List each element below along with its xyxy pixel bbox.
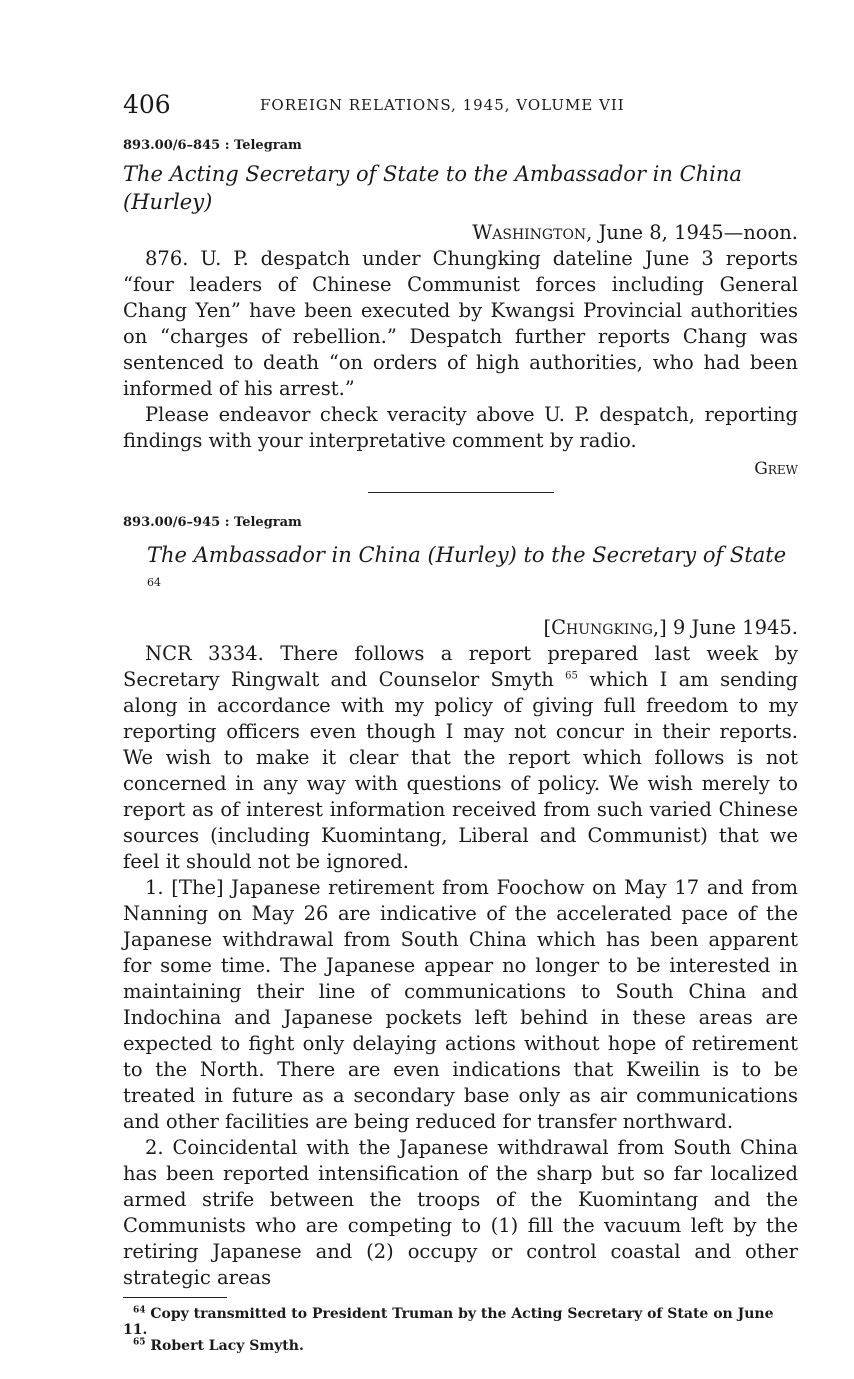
signature: Grew <box>754 459 798 479</box>
footnote-marker: 65 <box>133 1337 146 1348</box>
section-divider <box>368 492 554 493</box>
body-paragraph: 876. U. P. despatch under Chungking dateline June 3 reports “four leaders of Chinese Communist forces including General Chang Yen” have been executed by Kwangsi Provincial authorities on “charges of rebellion.” Despatch further reports Chang was sentenced to death “on orders of high authorities, who had been informed of his arrest.” <box>123 247 798 400</box>
document-title <box>123 541 798 601</box>
dateline <box>123 220 798 246</box>
body-paragraph: 1. [The] Japanese retirement from Foochow on May 17 and from Nanning on May 26 are indicative of the accelerated pace of the Japanese withdrawal from South China which has been apparent for some time. The Japanese appear no longer to be interested in maintaining their line of communications to South China and Indochina and Japanese pockets left behind in these areas are expected to fight only delaying actions without hope of retirement to the North. There are even indications that Kweilin is to be treated in future as a secondary base only as air communications and other facilities are being reduced for transfer northward. <box>123 876 798 1133</box>
body-paragraph: 2. Coincidental with the Japanese withdrawal from South China has been reported intensification of the sharp but so far localized armed strife between the troops of the Kuomintang and the Communists who are competing to (1) fill the vacuum left by the retiring Japanese and (2) occupy or control coastal and other strategic areas <box>123 1136 798 1289</box>
dateline-date: 9 June 1945. <box>666 616 798 639</box>
body-paragraph <box>123 641 798 875</box>
document-reference: 893.00/6–945 : Telegram <box>123 515 302 530</box>
running-title: FOREIGN RELATIONS, 1945, VOLUME VII <box>260 96 625 114</box>
footnote-marker: 65 <box>565 670 578 682</box>
footnote-text: Robert Lacy Smyth. <box>145 1338 304 1354</box>
footnote-text: Copy transmitted to President Truman by the Acting Secretary of State on June 11. <box>123 1306 774 1338</box>
body-paragraph: Please endeavor check veracity above U. P. despatch, reporting findings with your interpretative comment by radio. <box>123 403 798 452</box>
document-reference: 893.00/6–845 : Telegram <box>123 138 302 153</box>
footnote-marker: 64 <box>133 1305 146 1316</box>
footnote-divider <box>123 1297 227 1298</box>
dateline <box>123 615 798 641</box>
page-number: 406 <box>123 90 171 119</box>
document-title: The Acting Secretary of State to the Ambassador in China (Hurley) <box>123 162 742 214</box>
document-page <box>123 88 798 1354</box>
paragraph-text: which I am sending along in accordance with my policy of giving full freedom to my reporting officers even though I may not concur in their reports. We wish to make it clear that the report which follows is not concerned in any way with questions of policy. We wish merely to report as of interest information received from such varied Chinese sources (including Kuomintang, Liberal and Communist) that we feel it should not be ignored. <box>123 668 798 873</box>
document-title-text: The Ambassador in China (Hurley) to the Secretary of State <box>147 543 787 567</box>
running-header <box>123 88 798 122</box>
paragraph-text: NCR 3334. There follows a report prepared last week by Secretary Ringwalt and Counselor Smyth <box>123 642 798 691</box>
dateline-date: June 8, 1945—noon. <box>592 221 798 244</box>
footnote <box>123 1306 798 1338</box>
dateline-place: Washington, <box>472 221 593 244</box>
dateline-place: [Chungking,] <box>543 616 667 639</box>
footnote <box>123 1338 798 1354</box>
footnote-marker: 64 <box>147 576 161 589</box>
